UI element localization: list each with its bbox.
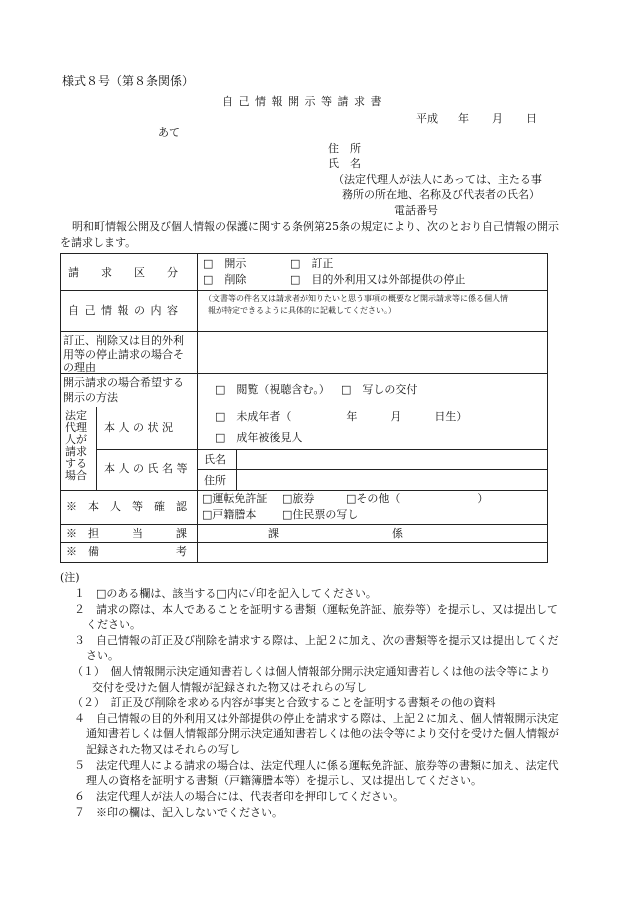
page-title: 自 己 情 報 開 示 等 請 求 書 <box>222 95 383 108</box>
person-name-label: 本 人 の 氏 名 等 <box>104 462 188 475</box>
department-ka: 課 <box>268 527 279 540</box>
note-2b: ください。 <box>86 618 141 631</box>
addressee: あて <box>158 126 180 139</box>
note-5a: ５ 法定代理人による請求の場合は、法定代理人に係る運転免許証、旅券等の書類に加え、法定代 <box>74 759 559 772</box>
note-4c: 記録された物又はそれらの写し <box>86 743 240 756</box>
id-resident-card-checkbox[interactable]: □住民票の写し <box>282 508 359 521</box>
note-3a: ３ 自己情報の訂正及び削除を請求する際は、上記２に加え、次の書類等を提示又は提出してくだ <box>74 634 559 647</box>
person-name-field-label: 氏名 <box>204 453 226 466</box>
note-3c1: （１） 個人情報開示決定通知書若しくは個人情報部分開示決定通知書若しくは他の法令等により <box>72 665 551 678</box>
note-6: ６ 法定代理人が法人の場合には、代表者印を押印してください。 <box>74 790 404 803</box>
reason-label-3: の理由 <box>63 361 96 374</box>
address-label: 住 所 <box>328 142 361 155</box>
info-content-note-2: 報が特定できるように具体的に記載してください。） <box>208 306 396 315</box>
method-view-checkbox[interactable]: □ 閲覧（視聴含む。） <box>215 383 330 396</box>
id-other-checkbox[interactable]: □その他（ ） <box>346 492 489 505</box>
note-3c1b: 交付を受けた個人情報が記録された物又はそれらの写し <box>92 681 367 694</box>
date-era: 平成 <box>416 112 438 125</box>
note-4a: ４ 自己情報の目的外利用又は外部提供の停止を請求する際は、上記２に加え、個人情報開示決定 <box>74 712 559 725</box>
adult-ward-checkbox[interactable]: □ 成年被後見人 <box>215 431 303 444</box>
id-family-register-checkbox[interactable]: □戸籍謄本 <box>202 508 257 521</box>
note-1: １ □のある欄は、該当する□内に✓印を記入してください。 <box>74 587 377 600</box>
agent-vertical-label: 法定代理人が請求する場合 <box>65 409 87 482</box>
department-label: ※ 担 当 課 <box>66 527 187 540</box>
corp-note-line1: （法定代理人が法人にあっては、主たる事 <box>333 173 542 186</box>
intro-line1: 明和町情報公開及び個人情報の保護に関する条例第25条の規定により、次のとおり自己情報の開示 <box>72 220 559 233</box>
date-month: 月 <box>492 112 503 125</box>
minor-checkbox[interactable]: □ 未成年者（ 年 月 日生） <box>215 410 468 423</box>
remarks-label: ※ 備 考 <box>66 545 187 558</box>
info-content-note-1: （文書等の件名又は請求者が知りたいと思う事項の概要など開示請求等に係る個人情 <box>204 294 508 303</box>
intro-line2: を請求します。 <box>60 236 137 249</box>
note-3b: さい。 <box>86 649 119 662</box>
corp-note-line2: 務所の所在地、名称及び代表者の氏名） <box>342 188 540 201</box>
note-7: ７ ※印の欄は、記入しないでください。 <box>74 806 283 819</box>
id-license-checkbox[interactable]: □運転免許証 <box>202 492 268 505</box>
notes-heading: (注) <box>60 571 80 584</box>
name-label: 氏 名 <box>328 157 361 170</box>
person-address-field-label: 住所 <box>204 474 226 487</box>
phone-label: 電話番号 <box>394 204 438 217</box>
date-day: 日 <box>526 112 537 125</box>
opt-stop-use-checkbox[interactable]: □ 目的外利用又は外部提供の停止 <box>290 273 466 286</box>
department-kakari: 係 <box>392 527 403 540</box>
note-2a: ２ 請求の際は、本人であることを証明する書類（運転免許証、旅券等）を提示し、又は提出して <box>74 603 558 616</box>
note-3c2: （２） 訂正及び削除を求める内容が事実と合致することを証明する書類その他の資料 <box>72 696 496 709</box>
request-type-label: 請 求 区 分 <box>68 266 178 279</box>
form-id: 様式８号（第８条関係） <box>62 74 195 88</box>
opt-disclose-checkbox[interactable]: □ 開示 <box>203 257 247 270</box>
note-5b: 理人の資格を証明する書類（戸籍簿謄本等）を提示し、又は提出してください。 <box>86 774 482 787</box>
person-status-label: 本 人 の 状 況 <box>104 421 173 434</box>
identity-check-label: ※ 本 人 等 確 認 <box>66 500 187 513</box>
id-passport-checkbox[interactable]: □旅券 <box>282 492 315 505</box>
opt-correct-checkbox[interactable]: □ 訂正 <box>290 257 334 270</box>
reason-label-1: 訂正、削除又は目的外利 <box>63 334 184 347</box>
method-label-2: 開示の方法 <box>63 391 118 404</box>
reason-label-2: 用等の停止請求の場合そ <box>63 348 184 361</box>
method-copy-checkbox[interactable]: □ 写しの交付 <box>341 383 418 396</box>
method-label-1: 開示請求の場合希望する <box>63 376 184 389</box>
opt-delete-checkbox[interactable]: □ 削除 <box>203 273 247 286</box>
info-content-label: 自 己 情 報 の 内 容 <box>68 304 179 317</box>
date-year: 年 <box>458 112 469 125</box>
note-4b: 通知書若しくは個人情報部分開示決定通知書若しくは他の法令等により交付を受けた個人情報が <box>86 727 559 740</box>
